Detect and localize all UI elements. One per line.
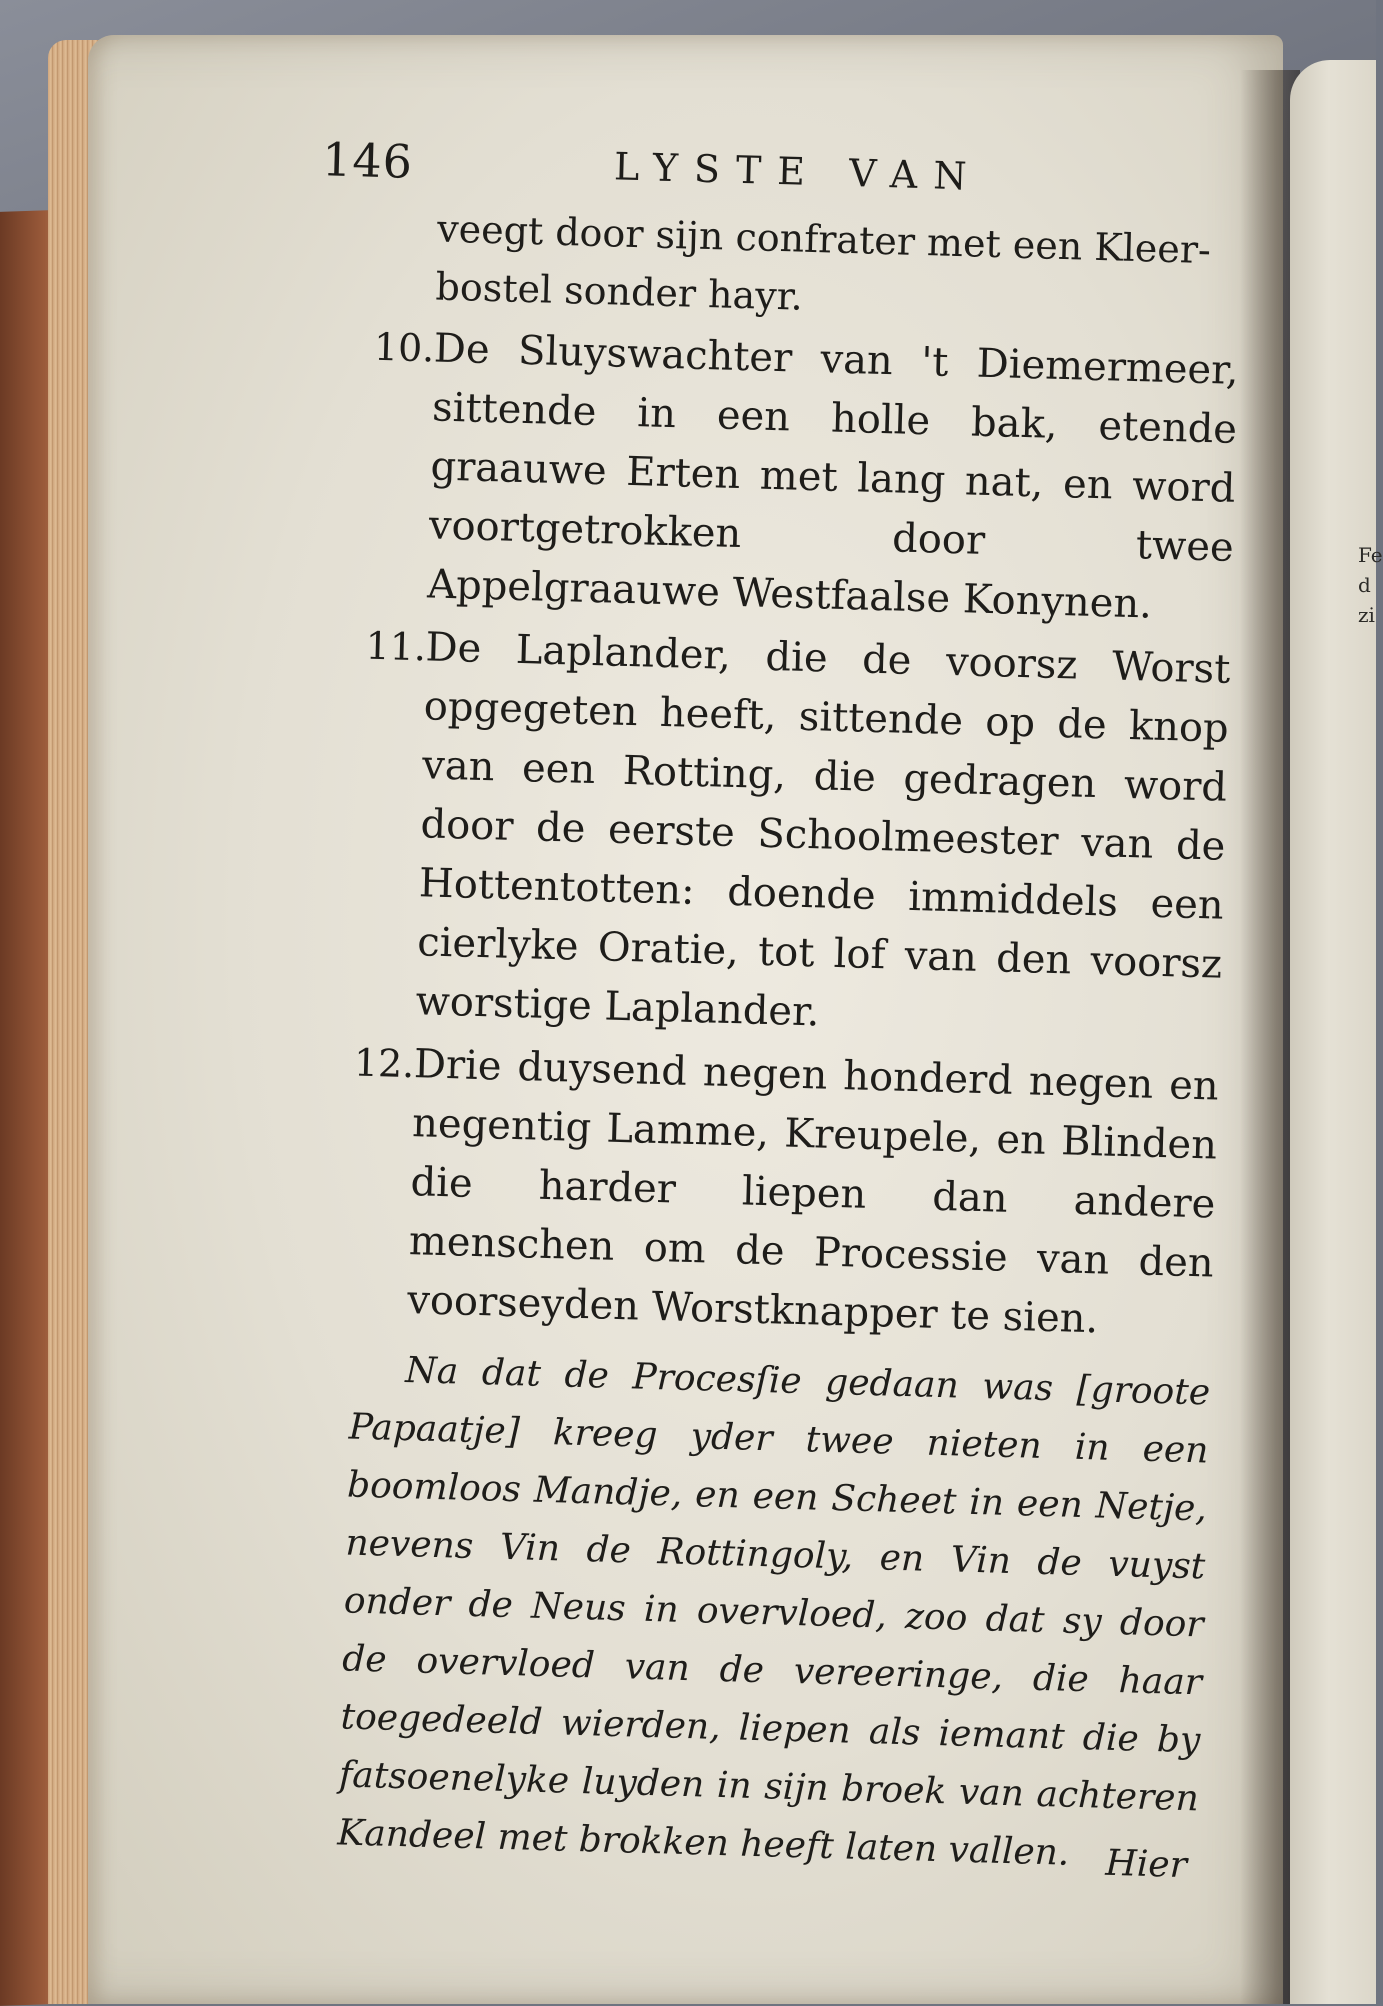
entry-text: De Laplander, die de voorsz Worst opgegeten heeft, sittende op de knop van een Rotting, die gedragen word door de eerste Schoolmeester van de Hottentotten: doende immiddels een cierlyke Oratie, tot lof van den voorsz worstige Laplander. — [415, 624, 1231, 1036]
entry-number: 10. — [373, 324, 435, 371]
closing-paragraph: Na dat de Procesſie gedaan was [groote Papaatje] kreeg yder twee nieten in een boomloos Mandje, en een Scheet in een Netje, nevens Vin de Rottingoly, en Vin de vuyst onder de Neus in overvloed, zoo dat sy door de overvloed van de vereeringe, die haar toegedeeld wierden, liepen als iemant die by fatsoenelyke luyden in sijn broek van achteren Kandeel met brokken heeft laten vallen. — [336, 1350, 1211, 1874]
list-entry-11 — [360, 617, 1231, 1054]
page-text-block — [321, 130, 1245, 1887]
facing-page — [1290, 60, 1383, 2004]
continued-entry-text: veegt door sijn confrater met een Kleer-bostel sonder hayr. — [435, 206, 1212, 319]
running-head: LYSTE VAN — [613, 144, 984, 199]
page-number: 146 — [321, 132, 414, 189]
catchword: Hier — [1104, 1842, 1188, 1887]
entry-text: De Sluyswachter van 't Diemermeer, sittende in een holle bak, etende graauwe Erten met lang nat, en word voortgetrokken door twee Appelgraauwe Westfaalse Konynen. — [426, 325, 1240, 628]
facing-page-text-fragment: Fe d zi — [1358, 543, 1383, 627]
entry-number: 11. — [364, 623, 427, 670]
list-entry-12 — [352, 1034, 1220, 1353]
list-entry-10 — [372, 318, 1240, 637]
entry-text: Drie duysend negen honderd negen en negentig Lamme, Kreupele, en Blinden die harder liepen dan andere menschen om de Processie van den voorseyden Worstknapper te sien. — [406, 1041, 1220, 1343]
entry-number: 12. — [353, 1040, 415, 1087]
